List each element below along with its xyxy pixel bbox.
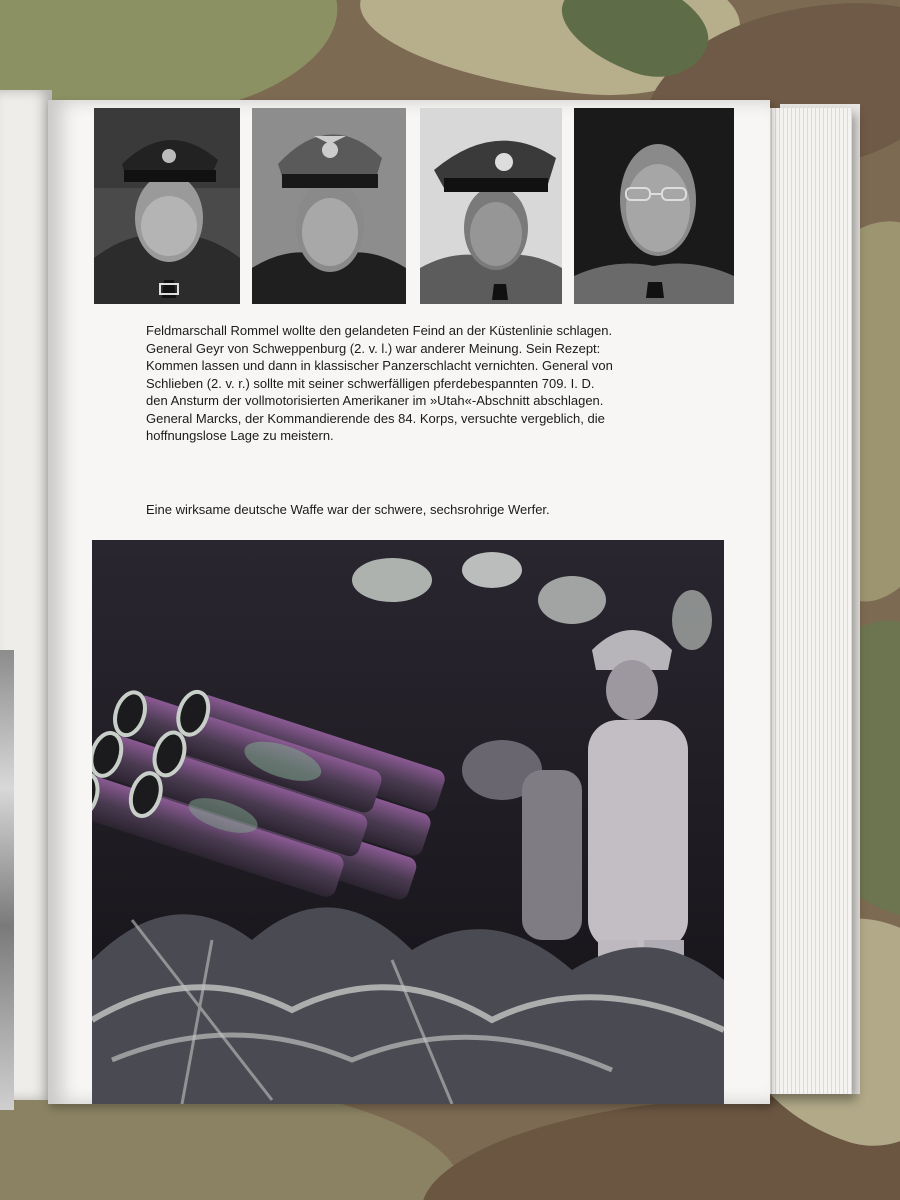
photo-caption: Eine wirksame deutsche Waffe war der schwere, sechsrohrige Werfer. [146, 502, 550, 517]
portrait-row [94, 108, 734, 308]
left-page [0, 90, 52, 1100]
portrait-von-schlieben [420, 108, 562, 304]
book-page [48, 100, 770, 1104]
caption-line: Schlieben (2. v. r.) sollte mit seiner schwerfälligen pferdebespannten 709. I. D. [146, 375, 595, 391]
caption-line: General Marcks, der Kommandierende des 84. Korps, versuchte vergeblich, die [146, 410, 605, 426]
caption-line: hoffnungslose Lage zu meistern. [146, 428, 334, 443]
portrait-geyr-von-schweppenburg [252, 108, 406, 304]
portrait-caption [146, 322, 646, 445]
rocket-launcher-photo [92, 540, 724, 1104]
caption-line: den Ansturm der vollmotorisierten Amerikaner im »Utah«-Abschnitt abschlagen. [146, 393, 604, 408]
caption-line: Feldmarschall Rommel wollte den gelandeten Feind an der Küstenlinie schlagen. [146, 323, 613, 338]
portrait-marcks [574, 108, 734, 304]
portrait-rommel [94, 108, 240, 304]
left-page-photo-edge [0, 650, 14, 1110]
caption-line: Kommen lassen und dann in klassischer Panzerschlacht vernichten. General von [146, 358, 613, 373]
caption-line: General Geyr von Schweppenburg (2. v. l.) war anderer Meinung. Sein Rezept: [146, 340, 601, 356]
